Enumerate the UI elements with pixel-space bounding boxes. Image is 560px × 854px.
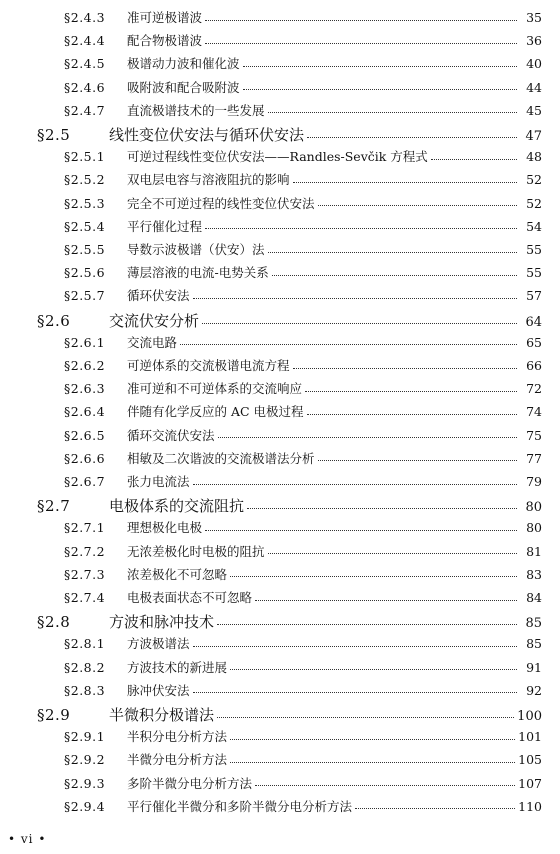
page-number: 74 bbox=[526, 404, 542, 420]
toc-subsection-entry bbox=[64, 147, 542, 165]
section-title: 半微积分极谱法 bbox=[109, 706, 215, 724]
toc-subsection-entry bbox=[64, 263, 542, 281]
section-title: 平行催化过程 bbox=[127, 218, 203, 234]
toc-subsection-entry bbox=[64, 78, 542, 96]
section-title: 循环交流伏安法 bbox=[127, 427, 215, 443]
section-number: §2.5.5 bbox=[64, 242, 106, 257]
section-title: 交流伏安分析 bbox=[109, 311, 200, 330]
page-number: 52 bbox=[526, 195, 542, 211]
section-number: §2.7.2 bbox=[64, 543, 106, 559]
dot-leader bbox=[230, 739, 515, 740]
section-number: §2.5.2 bbox=[64, 172, 106, 188]
dot-leader bbox=[230, 669, 517, 670]
dot-leader bbox=[218, 437, 517, 438]
section-number: §2.9.4 bbox=[64, 798, 106, 814]
dot-leader bbox=[205, 43, 517, 44]
dot-leader bbox=[305, 391, 517, 392]
page-number: 64 bbox=[525, 314, 542, 330]
section-title: 完全不可逆过程的线性变位伏安法 bbox=[127, 195, 315, 211]
dot-leader bbox=[180, 344, 517, 345]
section-number: §2.6.7 bbox=[64, 474, 106, 489]
section-title: 准可逆极谱波 bbox=[127, 10, 203, 25]
section-title: 可逆体系的交流极谱电流方程 bbox=[127, 358, 290, 373]
toc-section-entry bbox=[37, 124, 542, 145]
dot-leader bbox=[268, 112, 517, 113]
dot-leader bbox=[431, 159, 517, 160]
section-title: 多阶半微分电分析方法 bbox=[127, 775, 253, 791]
toc-subsection-entry bbox=[64, 170, 542, 188]
section-title: 直流极谱技术的一些发展 bbox=[127, 102, 265, 118]
section-number: §2.6.1 bbox=[64, 334, 106, 350]
page-number: 107 bbox=[518, 775, 542, 791]
page-number: 44 bbox=[526, 79, 542, 95]
section-title: 平行催化半微分和多阶半微分电分析方法 bbox=[127, 798, 353, 814]
section-number: §2.5.1 bbox=[64, 149, 106, 165]
page-number: 54 bbox=[526, 218, 542, 234]
toc-subsection-entry bbox=[64, 472, 542, 490]
section-title: 可逆过程线性变位伏安法——Randles-Sevčik 方程式 bbox=[127, 149, 428, 165]
section-number: §2.4.6 bbox=[64, 79, 106, 95]
toc-subsection-entry bbox=[64, 727, 542, 745]
page-number: 83 bbox=[526, 566, 542, 582]
page-number: 65 bbox=[526, 334, 542, 350]
section-number: §2.5.3 bbox=[64, 195, 106, 211]
section-number: §2.9.3 bbox=[64, 775, 106, 791]
section-number: §2.8 bbox=[37, 613, 71, 632]
dot-leader bbox=[307, 137, 517, 138]
page-number: 105 bbox=[518, 752, 542, 768]
dot-leader bbox=[255, 785, 515, 786]
section-number: §2.9.2 bbox=[64, 752, 106, 768]
section-number: §2.5.6 bbox=[64, 265, 106, 281]
page-number: 84 bbox=[526, 590, 542, 605]
page-number: 77 bbox=[526, 450, 542, 466]
page-number: 45 bbox=[526, 102, 542, 118]
dot-leader bbox=[243, 89, 517, 90]
section-number: §2.6.3 bbox=[64, 381, 106, 397]
dot-leader bbox=[217, 717, 514, 718]
page-number: 79 bbox=[526, 474, 542, 489]
section-title: 吸附波和配合吸附波 bbox=[127, 79, 240, 95]
section-title: 双电层电容与溶液阻抗的影响 bbox=[127, 172, 290, 188]
section-number: §2.8.2 bbox=[64, 659, 106, 675]
toc-section-entry bbox=[37, 704, 542, 725]
toc-subsection-entry bbox=[64, 8, 542, 26]
section-title: 电极体系的交流阻抗 bbox=[109, 497, 245, 516]
dot-leader bbox=[293, 182, 517, 183]
page-number: 40 bbox=[526, 56, 542, 72]
page-number: 35 bbox=[526, 10, 542, 25]
page-number: 101 bbox=[518, 729, 542, 745]
toc-subsection-entry bbox=[64, 333, 542, 351]
dot-leader bbox=[205, 530, 517, 531]
page-number: 75 bbox=[526, 427, 542, 443]
section-number: §2.8.3 bbox=[64, 682, 106, 698]
page-number: 72 bbox=[526, 381, 542, 397]
section-number: §2.4.3 bbox=[64, 10, 106, 25]
section-number: §2.6 bbox=[37, 311, 71, 330]
section-title: 方波和脉冲技术 bbox=[109, 613, 215, 632]
dot-leader bbox=[318, 205, 517, 206]
toc-subsection-entry bbox=[64, 31, 542, 49]
section-number: §2.5.7 bbox=[64, 288, 106, 304]
section-title: 方波极谱法 bbox=[127, 636, 190, 652]
toc-subsection-entry bbox=[64, 286, 542, 304]
page-number: 66 bbox=[526, 358, 542, 373]
dot-leader bbox=[205, 228, 517, 229]
section-title: 薄层溶液的电流-电势关系 bbox=[127, 265, 269, 281]
toc-subsection-entry bbox=[64, 750, 542, 768]
page-number: 85 bbox=[526, 636, 542, 652]
dot-leader bbox=[193, 692, 517, 693]
section-number: §2.5.4 bbox=[64, 218, 106, 234]
toc-subsection-entry bbox=[64, 542, 542, 560]
section-number: §2.9.1 bbox=[64, 729, 106, 745]
page-number: 57 bbox=[526, 288, 542, 304]
section-title: 线性变位伏安法与循环伏安法 bbox=[109, 126, 305, 144]
section-title: 准可逆和不可逆体系的交流响应 bbox=[127, 381, 303, 397]
toc-subsection-entry bbox=[64, 449, 542, 467]
page-number-footer: • vi • bbox=[8, 832, 47, 846]
dot-leader bbox=[230, 762, 515, 763]
dot-leader bbox=[230, 576, 517, 577]
section-title: 伴随有化学反应的 AC 电极过程 bbox=[127, 404, 304, 420]
section-title: 导数示波极谱（伏安）法 bbox=[127, 242, 265, 257]
section-title: 电极表面状态不可忽略 bbox=[127, 590, 253, 605]
dot-leader bbox=[268, 252, 517, 253]
toc-subsection-entry bbox=[64, 774, 542, 792]
dot-leader bbox=[293, 368, 517, 369]
dot-leader bbox=[202, 323, 517, 324]
toc-subsection-entry bbox=[64, 402, 542, 420]
page-number: 81 bbox=[526, 543, 542, 559]
page-number: 80 bbox=[525, 500, 542, 516]
page-number: 92 bbox=[526, 682, 542, 698]
toc-subsection-entry bbox=[64, 797, 542, 815]
toc-section-entry bbox=[37, 310, 542, 331]
dot-leader bbox=[268, 553, 517, 554]
dot-leader bbox=[193, 298, 517, 299]
section-title: 理想极化电极 bbox=[127, 520, 203, 536]
page-number: 36 bbox=[526, 33, 542, 49]
section-title: 张力电流法 bbox=[127, 474, 190, 489]
section-number: §2.8.1 bbox=[64, 636, 106, 652]
page-number: 55 bbox=[526, 265, 542, 281]
page-number: 55 bbox=[526, 242, 542, 257]
page-number: 85 bbox=[525, 616, 542, 632]
toc-section-entry bbox=[37, 495, 542, 516]
page-number: 80 bbox=[526, 520, 542, 536]
dot-leader bbox=[247, 508, 517, 509]
section-title: 浓差极化不可忽略 bbox=[127, 566, 228, 582]
dot-leader bbox=[355, 808, 515, 809]
section-title: 极谱动力波和催化波 bbox=[127, 56, 240, 72]
toc-subsection-entry bbox=[64, 379, 542, 397]
page-number: 100 bbox=[517, 709, 542, 724]
section-title: 配合物极谱波 bbox=[127, 33, 203, 49]
page-number: 52 bbox=[526, 172, 542, 188]
dot-leader bbox=[272, 275, 517, 276]
toc-subsection-entry bbox=[64, 217, 542, 235]
dot-leader bbox=[318, 460, 517, 461]
toc-subsection-entry bbox=[64, 518, 542, 536]
toc-subsection-entry bbox=[64, 426, 542, 444]
page-number: 110 bbox=[518, 798, 542, 814]
toc-subsection-entry bbox=[64, 565, 542, 583]
section-title: 相敏及二次谐波的交流极谱法分析 bbox=[127, 450, 315, 466]
section-title: 交流电路 bbox=[127, 334, 178, 350]
dot-leader bbox=[243, 66, 517, 67]
toc-subsection-entry bbox=[64, 658, 542, 676]
section-title: 循环伏安法 bbox=[127, 288, 190, 304]
section-number: §2.7 bbox=[37, 497, 71, 516]
section-number: §2.4.4 bbox=[64, 33, 106, 49]
section-title: 方波技术的新进展 bbox=[127, 659, 228, 675]
section-title: 半积分电分析方法 bbox=[127, 729, 228, 745]
toc-subsection-entry bbox=[64, 681, 542, 699]
page-number: 47 bbox=[525, 129, 542, 144]
section-number: §2.7.3 bbox=[64, 566, 106, 582]
dot-leader bbox=[217, 624, 517, 625]
section-number: §2.6.4 bbox=[64, 404, 106, 420]
toc-subsection-entry bbox=[64, 194, 542, 212]
section-number: §2.4.7 bbox=[64, 102, 106, 118]
section-number: §2.7.1 bbox=[64, 520, 106, 536]
section-title: 无浓差极化时电极的阻抗 bbox=[127, 543, 265, 559]
toc-subsection-entry bbox=[64, 240, 542, 258]
dot-leader bbox=[255, 600, 517, 601]
dot-leader bbox=[193, 646, 517, 647]
dot-leader bbox=[193, 484, 517, 485]
section-title: 半微分电分析方法 bbox=[127, 752, 228, 768]
section-number: §2.6.2 bbox=[64, 358, 106, 373]
dot-leader bbox=[307, 414, 517, 415]
section-title: 脉冲伏安法 bbox=[127, 682, 190, 698]
dot-leader bbox=[205, 20, 517, 21]
section-number: §2.5 bbox=[37, 126, 71, 144]
section-number: §2.4.5 bbox=[64, 56, 106, 72]
toc-subsection-entry bbox=[64, 634, 542, 652]
toc-subsection-entry bbox=[64, 54, 542, 72]
page-number: 48 bbox=[526, 149, 542, 165]
section-number: §2.6.6 bbox=[64, 450, 106, 466]
section-number: §2.6.5 bbox=[64, 427, 106, 443]
section-number: §2.9 bbox=[37, 706, 71, 724]
toc-subsection-entry bbox=[64, 356, 542, 374]
page-number: 91 bbox=[526, 659, 542, 675]
toc-section-entry bbox=[37, 611, 542, 632]
toc-subsection-entry bbox=[64, 588, 542, 606]
section-number: §2.7.4 bbox=[64, 590, 106, 605]
toc-subsection-entry bbox=[64, 101, 542, 119]
